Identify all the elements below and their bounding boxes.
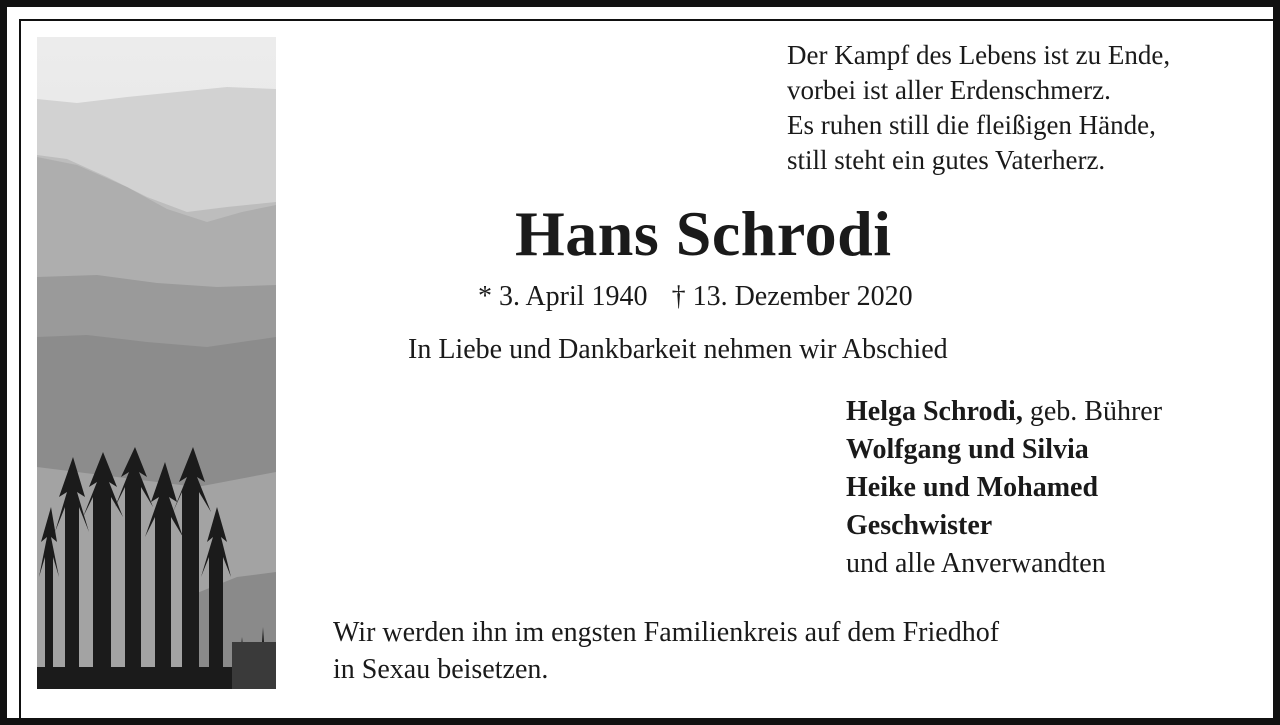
widow-name: Helga Schrodi, <box>846 396 1023 427</box>
burial-line: Wir werden ihn im engsten Familienkreis auf dem Friedhof <box>333 617 1000 648</box>
burial-note <box>333 614 999 688</box>
family-line <box>846 507 1162 545</box>
poem <box>787 38 1170 178</box>
poem-line: still steht ein gutes Vaterherz. <box>787 145 1106 175</box>
burial-line: in Sexau beisetzen. <box>333 654 549 685</box>
deceased-name: Hans Schrodi <box>515 198 892 269</box>
poem-line: Es ruhen still die fleißigen Hände, <box>787 110 1156 140</box>
death-date: † 13. Dezember 2020 <box>671 281 913 312</box>
family-line: und alle Anverwandten <box>846 548 1106 579</box>
maiden-name: geb. Bührer <box>1022 396 1163 427</box>
family-line <box>846 469 1162 507</box>
forest-landscape-image <box>37 37 276 689</box>
family-member: Heike und Mohamed <box>846 472 1099 503</box>
family-line <box>846 431 1162 469</box>
poem-line: Der Kampf des Lebens ist zu Ende, <box>787 40 1171 70</box>
farewell-text: In Liebe und Dankbarkeit nehmen wir Abschied <box>408 334 948 365</box>
family-list <box>846 393 1162 583</box>
family-member: Wolfgang und Silvia <box>846 434 1089 465</box>
life-dates <box>478 280 913 314</box>
poem-line: vorbei ist aller Erdenschmerz. <box>787 75 1111 105</box>
birth-date: * 3. April 1940 <box>478 281 648 312</box>
family-member: Geschwister <box>846 510 993 541</box>
family-line <box>846 393 1162 431</box>
